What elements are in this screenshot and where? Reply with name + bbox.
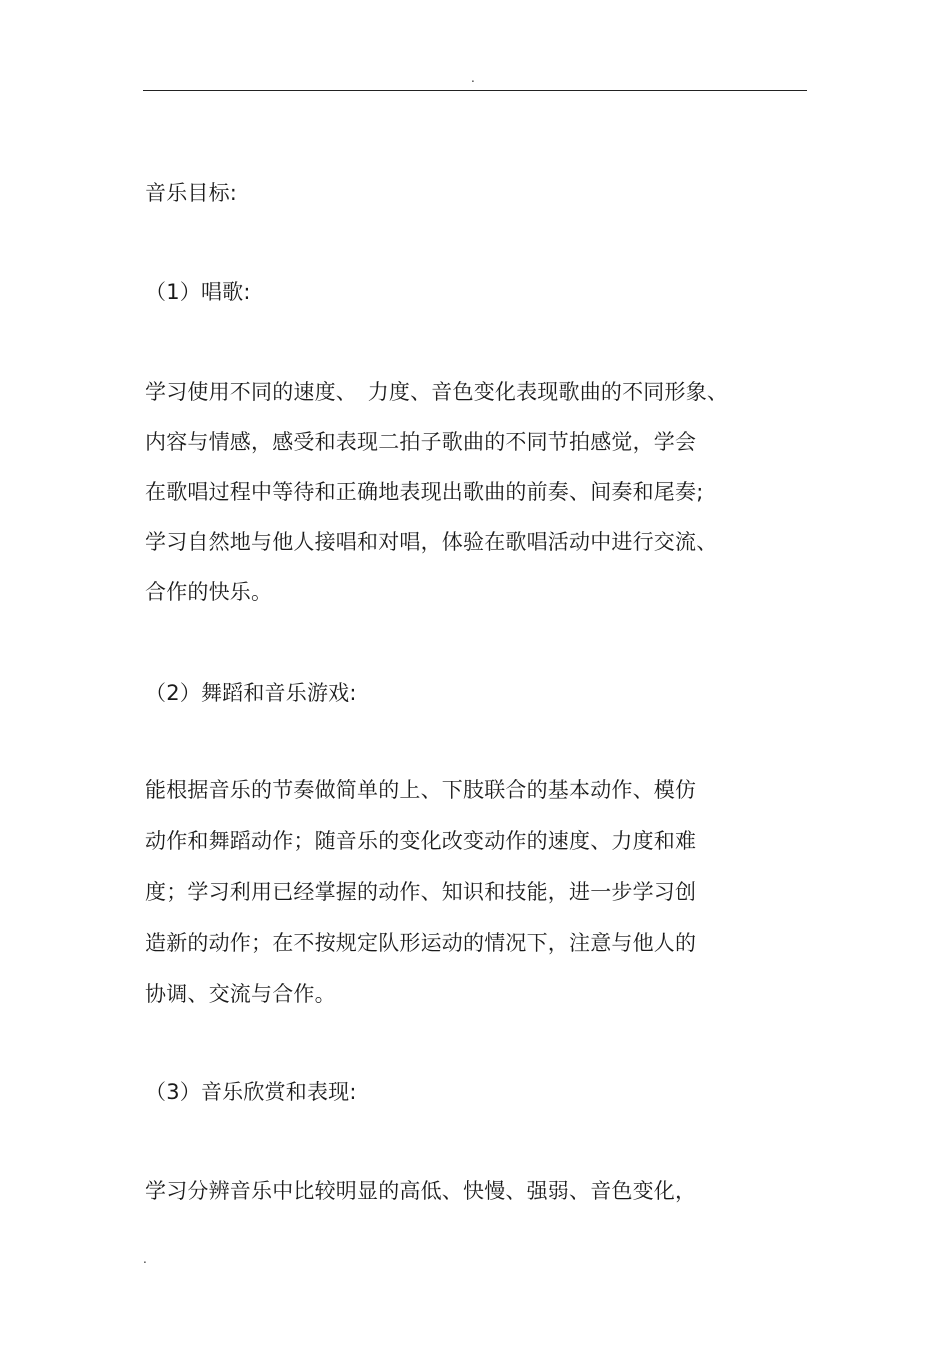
paragraph-line: 在歌唱过程中等待和正确地表现出歌曲的前奏、间奏和尾奏; bbox=[145, 480, 704, 504]
section-heading-dance: （2）舞蹈和音乐游戏: bbox=[145, 681, 357, 705]
section-heading-singing: （1）唱歌: bbox=[145, 280, 251, 304]
document-title: 音乐目标: bbox=[145, 181, 238, 205]
paragraph-line: 合作的快乐。 bbox=[145, 580, 273, 604]
page-header-mark: . bbox=[471, 71, 475, 85]
paragraph-line: 内容与情感，感受和表现二拍子歌曲的不同节拍感觉，学会 bbox=[145, 430, 697, 454]
paragraph-line: 学习自然地与他人接唱和对唱，体验在歌唱活动中进行交流、 bbox=[145, 530, 718, 554]
paragraph-line: 造新的动作；在不按规定队形运动的情况下，注意与他人的 bbox=[145, 931, 697, 955]
header-rule bbox=[143, 90, 807, 91]
paragraph-line: 度；学习利用已经掌握的动作、知识和技能，进一步学习创 bbox=[145, 880, 697, 904]
paragraph-line: 学习使用不同的速度、 力度、音色变化表现歌曲的不同形象、 bbox=[145, 380, 729, 404]
paragraph-line: 学习分辨音乐中比较明显的高低、快慢、强弱、音色变化， bbox=[145, 1179, 697, 1203]
section-heading-appreciation: （3）音乐欣赏和表现: bbox=[145, 1080, 357, 1104]
paragraph-line: 能根据音乐的节奏做简单的上、下肢联合的基本动作、模仿 bbox=[145, 778, 697, 802]
page-footer-mark: . bbox=[143, 1252, 147, 1266]
paragraph-line: 协调、交流与合作。 bbox=[145, 982, 336, 1006]
paragraph-line: 动作和舞蹈动作；随音乐的变化改变动作的速度、力度和难 bbox=[145, 829, 697, 853]
